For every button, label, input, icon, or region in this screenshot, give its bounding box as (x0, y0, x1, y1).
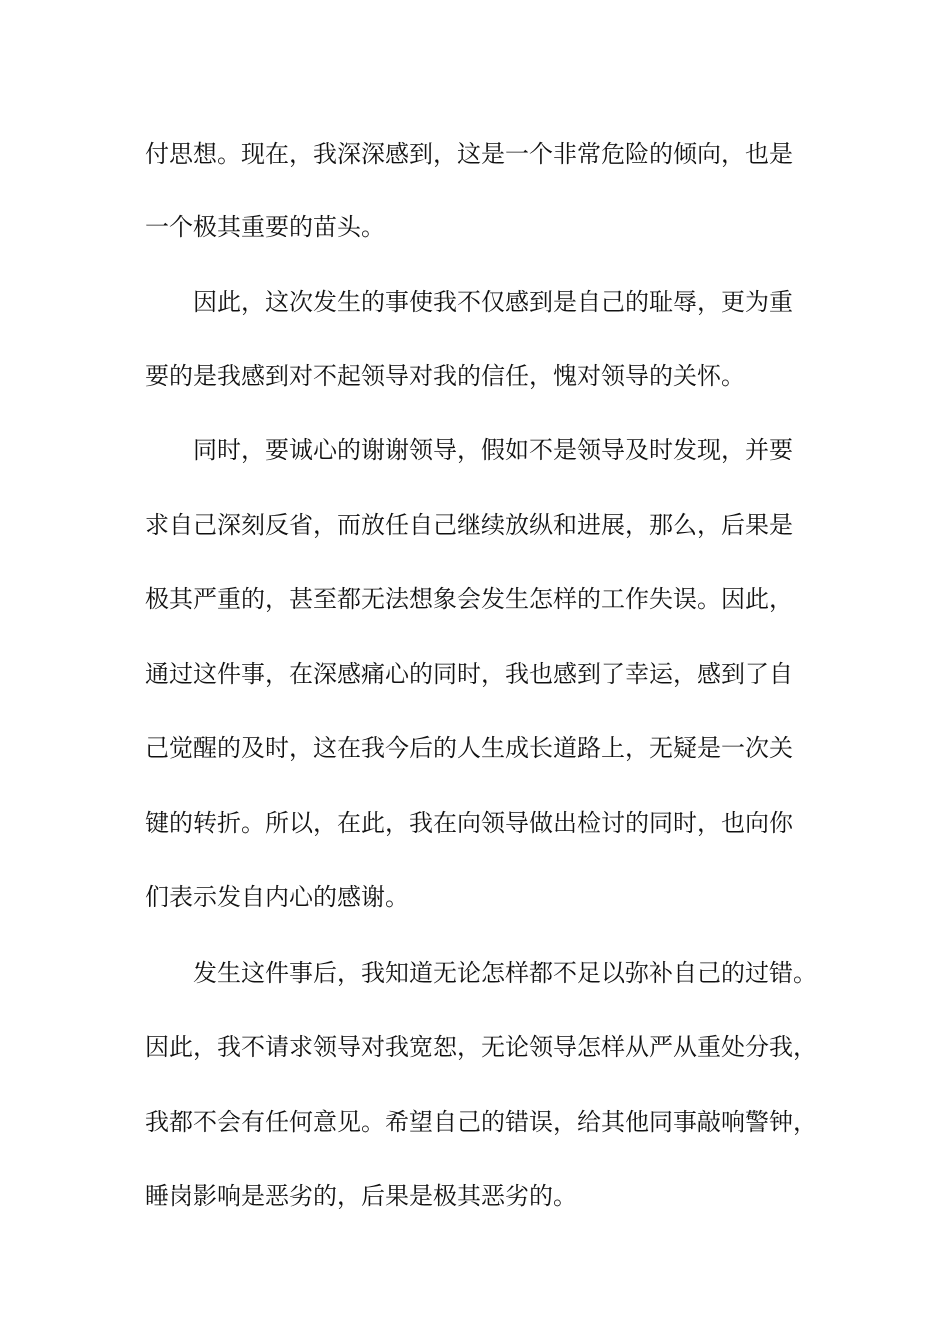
text-line: 极其严重的，甚至都无法想象会发生怎样的工作失误。因此， (145, 585, 793, 613)
text-line: 睡岗影响是恶劣的，后果是极其恶劣的。 (145, 1182, 577, 1210)
paragraph-first-line: 同时，要诚心的谢谢领导，假如不是领导及时发现，并要 (193, 436, 793, 464)
text-line: 因此，我不请求领导对我宽恕，无论领导怎样从严从重处分我， (145, 1033, 817, 1061)
text-line: 己觉醒的及时，这在我今后的人生成长道路上，无疑是一次关 (145, 734, 793, 762)
text-line: 付思想。现在，我深深感到，这是一个非常危险的倾向，也是 (145, 140, 793, 168)
paragraph-first-line: 因此，这次发生的事使我不仅感到是自己的耻辱，更为重 (193, 288, 793, 316)
text-line: 通过这件事，在深感痛心的同时，我也感到了幸运，感到了自 (145, 660, 793, 688)
text-line: 们表示发自内心的感谢。 (145, 883, 409, 911)
paragraph-first-line: 发生这件事后，我知道无论怎样都不足以弥补自己的过错。 (193, 959, 817, 987)
text-line: 我都不会有任何意见。希望自己的错误，给其他同事敲响警钟， (145, 1108, 817, 1136)
text-line: 要的是我感到对不起领导对我的信任，愧对领导的关怀。 (145, 362, 745, 390)
text-line: 键的转折。所以，在此，我在向领导做出检讨的同时，也向你 (145, 809, 793, 837)
text-line: 一个极其重要的苗头。 (145, 213, 385, 241)
text-line: 求自己深刻反省，而放任自己继续放纵和进展，那么，后果是 (145, 511, 793, 539)
